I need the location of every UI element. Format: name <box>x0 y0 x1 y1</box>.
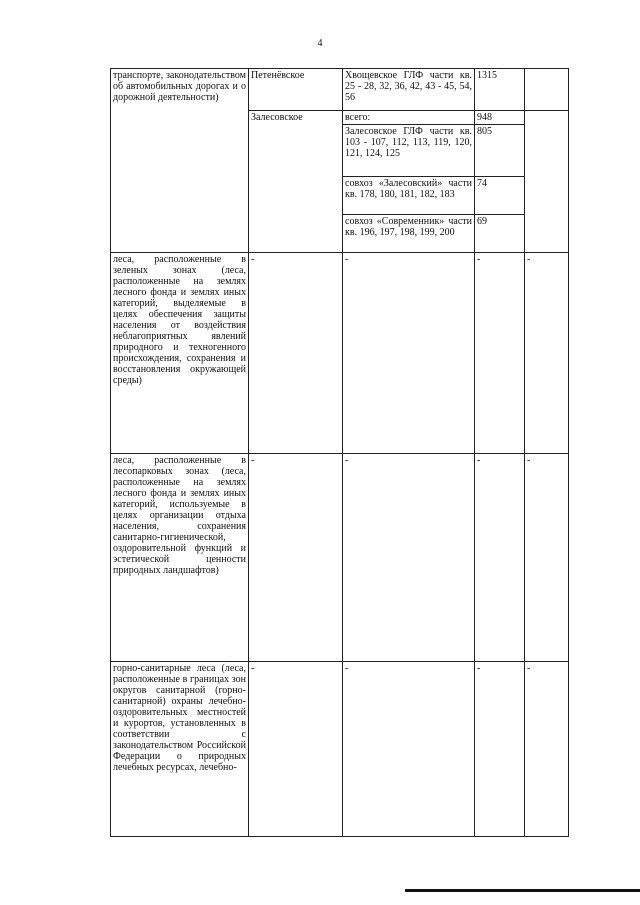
forestry-cell: Петенёвское <box>249 69 343 111</box>
forestry-cell: - <box>249 253 343 454</box>
table-row <box>111 454 569 662</box>
extra-cell: - <box>525 662 569 837</box>
area-cell: - <box>475 662 525 837</box>
table-row <box>111 662 569 837</box>
quarters-cell: - <box>343 454 475 662</box>
quarters-cell: совхоз «Залесовский» части кв. 178, 180, 181, 182, 183 <box>343 177 475 215</box>
extra-cell <box>525 111 569 253</box>
quarters-cell: - <box>343 253 475 454</box>
area-cell: 805 <box>475 125 525 177</box>
page-number: 4 <box>317 38 323 49</box>
quarters-cell: Хвощевское ГЛФ части кв. 25 - 28, 32, 36, 42, 43 - 45, 54, 56 <box>343 69 475 111</box>
category-cell: леса, расположенные в зеленых зонах (леса, расположенные на землях лесного фонда и землях иных категорий, выделяемые в целях обеспечения защиты населения от воздействия неблагоприятных явлений природного и техногенного происхождения, сохранения и восстановления окружающей среды) <box>111 253 249 454</box>
area-cell: - <box>475 454 525 662</box>
area-cell: 69 <box>475 215 525 253</box>
table-row <box>111 69 569 111</box>
table-row <box>111 253 569 454</box>
forestry-cell: Залесовское <box>249 111 343 253</box>
forestry-cell: - <box>249 662 343 837</box>
category-cell: леса, расположенные в лесопарковых зонах (леса, расположенные на землях лесного фонда и землях иных категорий, используемые в целях организации отдыха населения, сохранения санитарно-гигиенической, оздоровительной функций и эстетической ценности природных ландшафтов) <box>111 454 249 662</box>
quarters-cell: всего: <box>343 111 475 125</box>
bottom-rule <box>405 889 640 892</box>
extra-cell: - <box>525 454 569 662</box>
quarters-cell: совхоз «Современник» части кв. 196, 197, 198, 199, 200 <box>343 215 475 253</box>
category-cell: транспорте, законодательством об автомобильных дорогах и о дорожной деятельности) <box>111 69 249 253</box>
forest-table <box>110 68 569 837</box>
extra-cell: - <box>525 253 569 454</box>
area-cell: 1315 <box>475 69 525 111</box>
quarters-cell: - <box>343 662 475 837</box>
area-cell: - <box>475 253 525 454</box>
area-cell: 948 <box>475 111 525 125</box>
quarters-cell: Залесовское ГЛФ части кв. 103 - 107, 112, 113, 119, 120, 121, 124, 125 <box>343 125 475 177</box>
area-cell: 74 <box>475 177 525 215</box>
forestry-cell: - <box>249 454 343 662</box>
category-cell: горно-санитарные леса (леса, расположенные в границах зон округов санитарной (горно-санитарной) охраны лечебно-оздоровительных местностей и курортов, установленных в соответствии с законодательством Российской Федерации о природных лечебных ресурсах, лечебно- <box>111 662 249 837</box>
extra-cell <box>525 69 569 111</box>
